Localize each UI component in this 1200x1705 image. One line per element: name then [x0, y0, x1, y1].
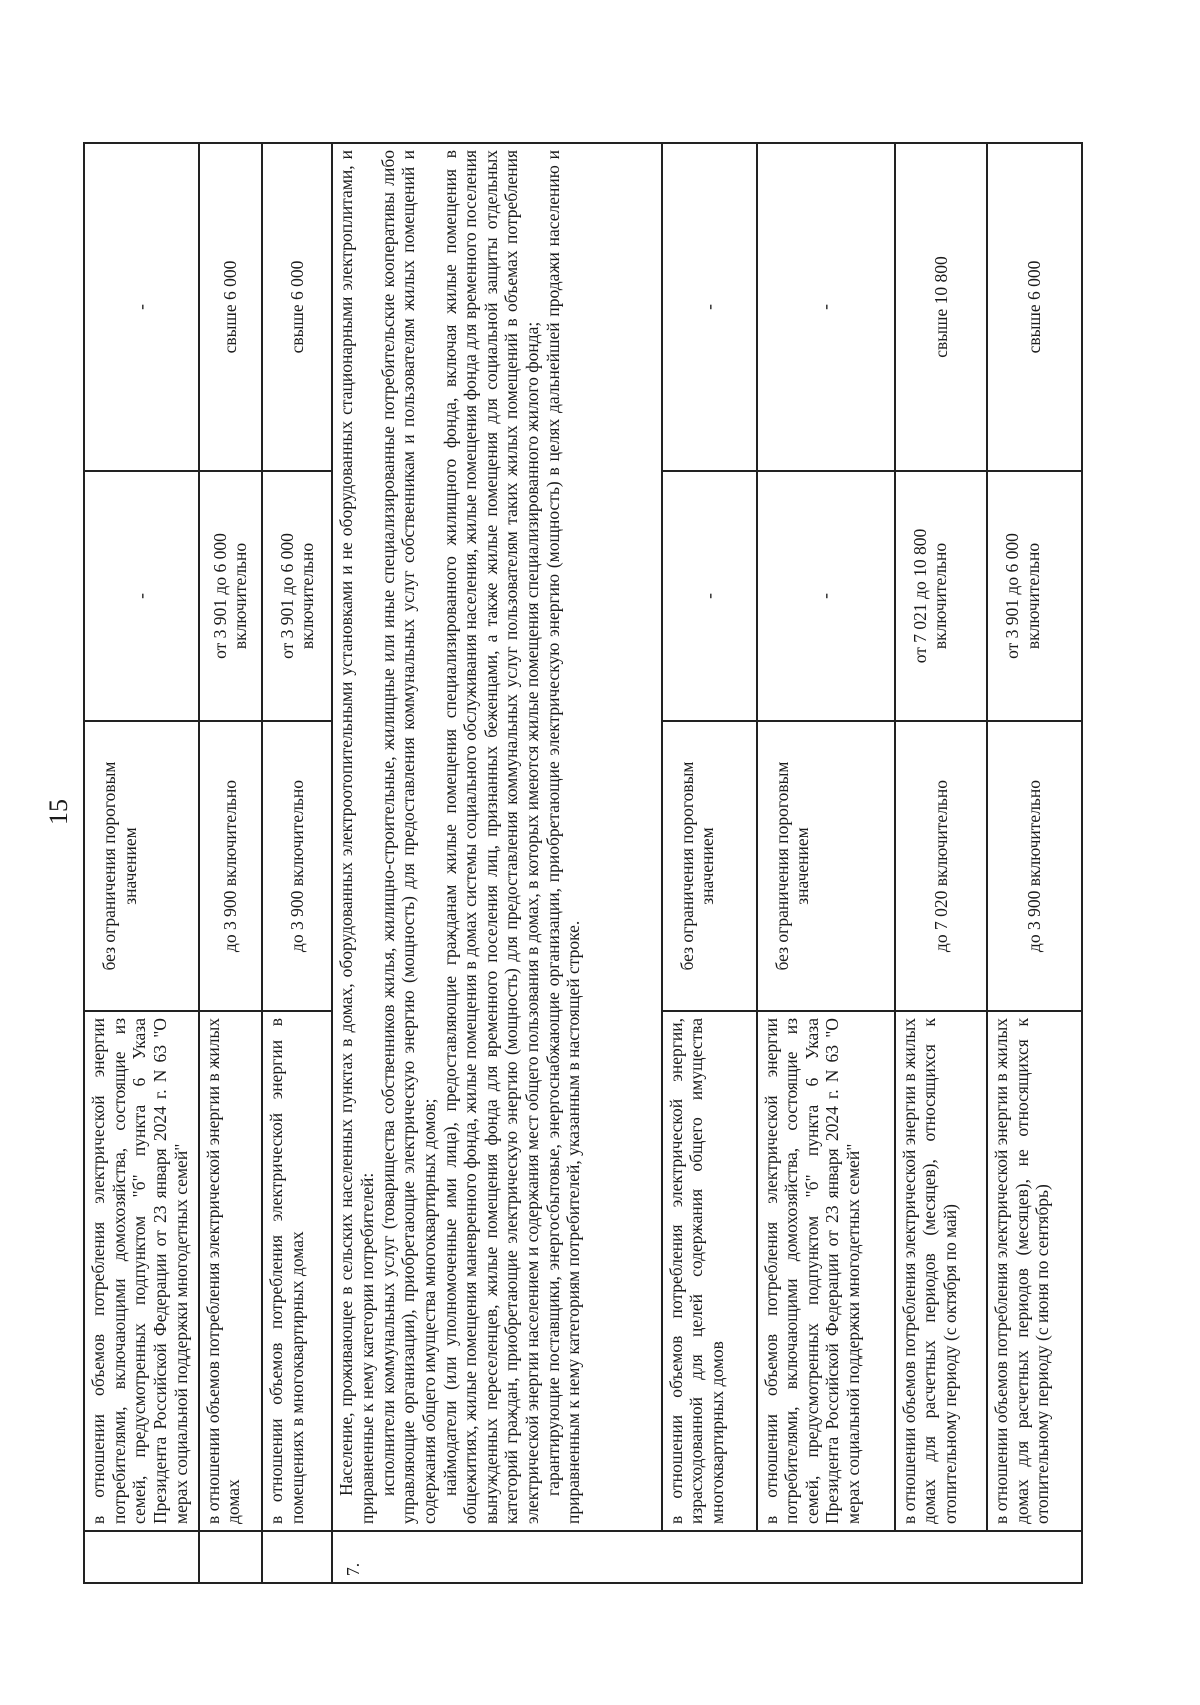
rotated-table-container: [83, 144, 1083, 1584]
table-row: [987, 143, 1082, 1583]
threshold-first: до 3 900 включительно: [987, 721, 1082, 1011]
row-description: в отношении объемов потребления электрической энергии потребителями, включающими домохозяйства, состоящие из семей, предусмотренных подпунктом "б" пункта 6 Указа Президента Российской Федерации от 23 января 2024 г. N 63 "О мерах социальной поддержки многодетных семей": [757, 1011, 895, 1531]
page-number: 15: [44, 799, 73, 825]
threshold-third: -: [84, 143, 199, 471]
threshold-second: от 3 901 до 6 000 включительно: [987, 471, 1082, 721]
table-row: [895, 143, 988, 1583]
threshold-third: -: [662, 143, 757, 471]
row-description: в отношении объемов потребления электрической энергии в жилых домах для расчетных периодов (месяцев), не относящихся к отопительному периоду (с июня по сентябрь): [987, 1011, 1082, 1531]
section-7-paragraph: исполнители коммунальных услуг (товарищества собственников жилья, жилищно-строительные, жилищные или иные специализированные потребительские кооперативы либо управляющие организации), приобретающие электрическую энергию (мощность) для предоставления коммунальных услуг собственникам и пользователям жилых помещений и содержания общего имущества многоквартирных домов;: [377, 150, 439, 1524]
section-7-row: [332, 143, 662, 1583]
row-number-cell: [84, 1531, 199, 1583]
tariff-table: [83, 142, 1083, 1584]
section-number: 7.: [332, 1531, 1082, 1583]
table-row: [199, 143, 263, 1583]
threshold-first: без ограничения пороговым значением: [757, 721, 895, 1011]
section-7-description: [332, 143, 662, 1531]
section-7-paragraph: гарантирующие поставщики, энергосбытовые, энергоснабжающие организации, приобретающие электрическую энергию (мощность) в целях дальнейшей продажи населению и приравненным к нему категориям потребителей, указанным в настоящей строке.: [542, 150, 584, 1524]
row-description: в отношении объемов потребления электрической энергии, израсходованной для целей содержания общего имущества многоквартирных домов: [662, 1011, 757, 1531]
threshold-first: до 3 900 включительно: [199, 721, 263, 1011]
table-row: [757, 143, 895, 1583]
threshold-first: без ограничения пороговым значением: [662, 721, 757, 1011]
threshold-third: свыше 10 800: [895, 143, 988, 471]
threshold-second: -: [757, 471, 895, 721]
threshold-second: -: [662, 471, 757, 721]
threshold-third: -: [757, 143, 895, 471]
threshold-third: свыше 6 000: [987, 143, 1082, 471]
table-row: [84, 143, 199, 1583]
threshold-second: от 7 021 до 10 800 включительно: [895, 471, 988, 721]
threshold-second: -: [84, 471, 199, 721]
threshold-third: свыше 6 000: [262, 143, 332, 471]
row-description: в отношении объемов потребления электрической энергии потребителями, включающими домохозяйства, состоящие из семей, предусмотренных подпунктом "б" пункта 6 Указа Президента Российской Федерации от 23 января 2024 г. N 63 "О мерах социальной поддержки многодетных семей": [84, 1011, 199, 1531]
threshold-second: от 3 901 до 6 000 включительно: [262, 471, 332, 721]
table-row: [662, 143, 757, 1583]
threshold-first: без ограничения пороговым значением: [84, 721, 199, 1011]
row-description: в отношении объемов потребления электрической энергии в жилых домах для расчетных периодов (месяцев), относящихся к отопительному периоду (с октября по май): [895, 1011, 988, 1531]
threshold-third: свыше 6 000: [199, 143, 263, 471]
row-description: в отношении объемов потребления электрической энергии в помещениях в многоквартирных домах: [262, 1011, 332, 1531]
threshold-first: до 3 900 включительно: [262, 721, 332, 1011]
threshold-second: от 3 901 до 6 000 включительно: [199, 471, 263, 721]
section-7-paragraph: наймодатели (или уполномоченные ими лица), предоставляющие гражданам жилые помещения специализированного жилищного фонда, включая жилые помещения в общежитиях, жилые помещения маневренного фонда, жилые помещения в домах системы социального обслуживания населения, жилые помещения фонда для временного поселения вынужденных переселенцев, жилые помещения фонда для временного поселения лиц, признанных беженцами, а также жилые помещения для социальной защиты отдельных категорий граждан, приобретающие электрическую энергию (мощность) для предоставления коммунальных услуг пользователям таких жилых помещений в объемах потребления электрической энергии населением и содержания мест общего пользования в домах, в которых имеются жилые помещения специализированного жилого фонда;: [439, 150, 543, 1524]
row-number-cell: [262, 1531, 332, 1583]
threshold-first: до 7 020 включительно: [895, 721, 988, 1011]
row-description: в отношении объемов потребления электрической энергии в жилых домах: [199, 1011, 263, 1531]
row-number-cell: [199, 1531, 263, 1583]
table-row: [262, 143, 332, 1583]
section-7-paragraph: Население, проживающее в сельских населенных пунктах в домах, оборудованных электроотопительными установками и не оборудованных стационарными электроплитами, и приравненные к нему категории потребителей:: [336, 150, 377, 1524]
